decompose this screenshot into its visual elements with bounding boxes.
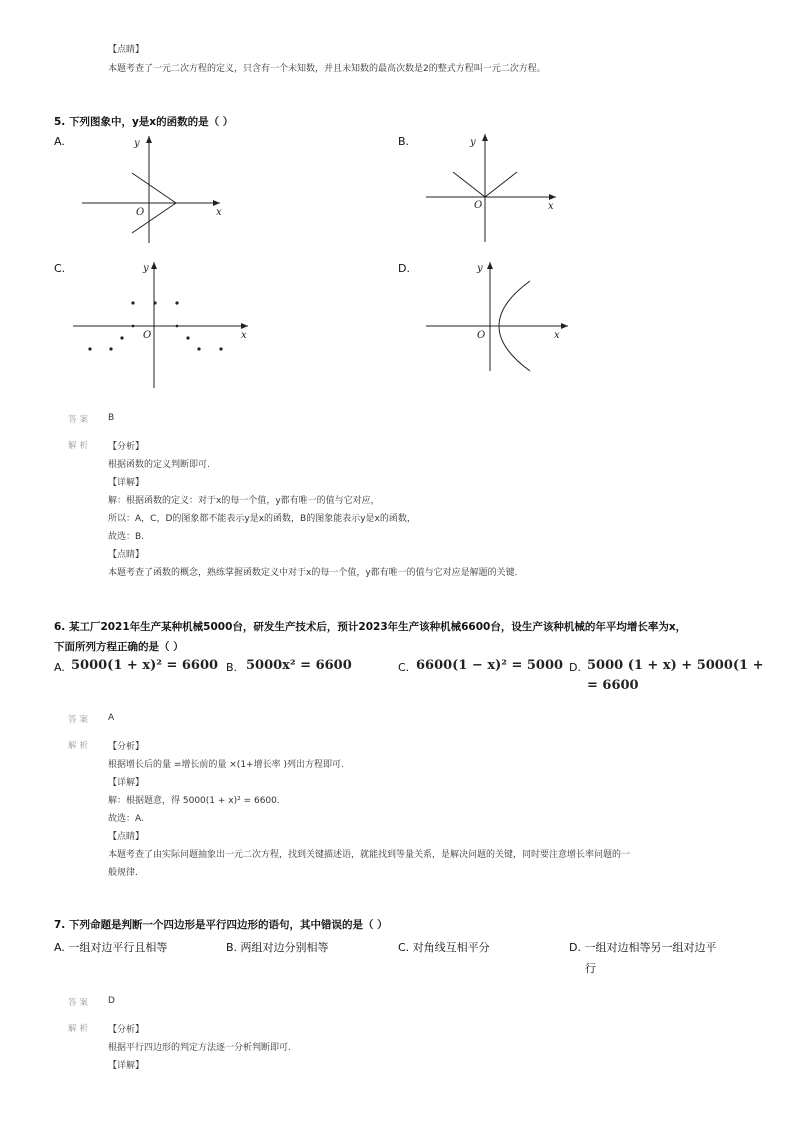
q6-option-a: 5000(1 + x)² = 6600 [71,658,219,673]
q6-fenxi-label: 【分析】 [108,742,145,752]
q7-option-c: C. 对角线互相平分 [398,941,490,954]
graph-c-origin-label: O [143,330,152,341]
question-7-stem: 7. 下列命题是判断一个四边形是平行四边形的语句，其中错误的是（ ） [54,919,388,931]
graph-b-x-label: x [548,201,554,212]
q6-xiangjie-label: 【详解】 [108,778,145,788]
question-6-stem-line-2: 下面所列方程正确的是（ ） [54,641,184,653]
graph-c [68,256,258,390]
graph-d [418,256,578,374]
q5-analysis-tag: 解析 [68,441,92,451]
q6-fenxi-text: 根据增长后的量 =增长前的量 ×(1+增长率 )列出方程即可. [108,760,344,770]
graph-b-origin-label: O [474,200,483,211]
q7-option-d-line-1: D. 一组对边相等另一组对边平 [569,941,717,954]
q7-fenxi-text: 根据平行四边形的判定方法逐一分析判断即可. [108,1043,291,1053]
q6-dianjing-line-2: 般规律. [108,868,138,878]
q6-xiangjie-line-1: 解：根据题意，得 5000(1 + x)² = 6600. [108,796,280,806]
q7-analysis-tag: 解析 [68,1024,92,1034]
q6-option-c-label: C. [398,661,410,674]
q6-option-b-label: B. [226,661,238,674]
q7-fenxi-label: 【分析】 [108,1025,145,1035]
graph-a-x-label: x [216,207,222,218]
dianjing-text: 本题考查了一元二次方程的定义，只含有一个未知数，并且未知数的最高次数是2的整式方程叫一元二次方程。 [108,64,546,74]
q7-answer: D [108,996,115,1006]
q5-xiangjie-label: 【详解】 [108,478,145,488]
q6-option-d-line-1: 5000 (1 + x) + 5000(1 + [587,658,764,673]
q6-option-a-label: A. [54,661,65,674]
graph-a-origin-label: O [136,207,145,218]
q5-xiangjie-line-2: 所以：A，C，D的图象都不能表示y是x的函数，B的图象能表示y是x的函数， [108,514,416,524]
q7-option-b: B. 两组对边分别相等 [226,941,329,954]
q5-fenxi-label: 【分析】 [108,442,145,452]
graph-b [418,128,568,246]
q5-xiangjie-line-3: 故选：B. [108,532,145,542]
graph-d-y-label: y [477,263,483,274]
q5-dianjing-text: 本题考查了函数的概念，熟练掌握函数定义中对于x的每一个值，y都有唯一的值与它对应是解题的关键. [108,568,518,578]
question-6-stem-line-1: 6. 某工厂2021年生产某种机械5000台，研发生产技术后，预计2023年生产该种机械6600台，设生产该种机械的年平均增长率为x， [54,621,687,633]
q7-option-d-line-2: 行 [585,962,596,975]
q6-option-d-line-2: = 6600 [587,678,639,693]
q5-option-b-label: B. [398,135,410,148]
q6-analysis-tag: 解析 [68,741,92,751]
q6-dianjing-line-1: 本题考查了由实际问题抽象出一元二次方程，找到关键描述语，就能找到等量关系，是解决问题的关键，同时要注意增长率问题的一 [108,850,631,860]
q7-answer-tag: 答案 [68,998,92,1008]
q5-option-a-label: A. [54,135,65,148]
graph-d-x-label: x [554,330,560,341]
q5-answer-tag: 答案 [68,415,92,425]
q6-option-d-label: D. [569,661,581,674]
q6-dianjing-label: 【点睛】 [108,832,145,842]
q6-option-b: 5000x² = 6600 [246,658,352,673]
q7-option-a: A. 一组对边平行且相等 [54,941,168,954]
graph-b-y-label: y [470,137,476,148]
q5-dianjing-label: 【点睛】 [108,550,145,560]
graph-c-x-label: x [241,330,247,341]
q7-xiangjie-label: 【详解】 [108,1061,145,1071]
q5-answer: B [108,413,115,423]
graph-a [70,128,240,246]
graph-d-origin-label: O [477,330,486,341]
dianjing-label: 【点睛】 [108,45,145,55]
q5-option-c-label: C. [54,262,66,275]
q6-option-c: 6600(1 − x)² = 5000 [416,658,564,673]
graph-a-y-label: y [134,138,140,149]
question-5-stem: 5. 下列图象中，y是x的函数的是（ ） [54,116,234,128]
graph-c-y-label: y [143,263,149,274]
q5-option-d-label: D. [398,262,410,275]
q6-xiangjie-line-2: 故选：A. [108,814,144,824]
q6-answer: A [108,713,115,723]
q6-answer-tag: 答案 [68,715,92,725]
q5-fenxi-text: 根据函数的定义判断即可. [108,460,210,470]
q5-xiangjie-line-1: 解：根据函数的定义：对于x的每一个值，y都有唯一的值与它对应， [108,496,380,506]
